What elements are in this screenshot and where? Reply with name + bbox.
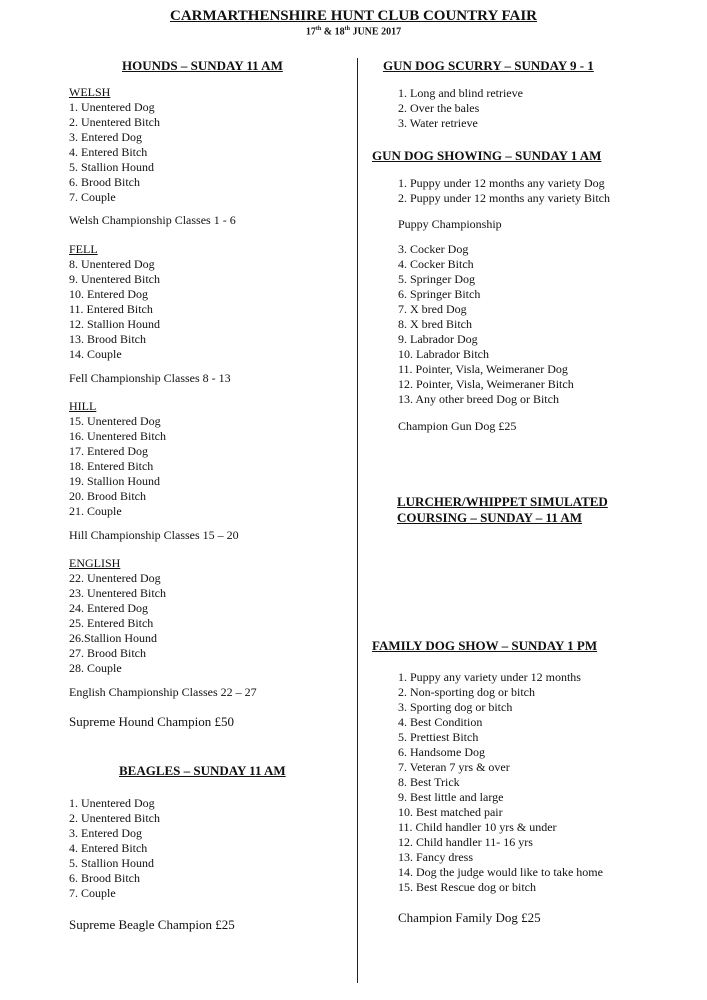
fell-championship: Fell Championship Classes 8 - 13 <box>69 371 231 385</box>
list-item: 2. Non-sporting dog or bitch <box>398 685 535 699</box>
champion-family-dog: Champion Family Dog £25 <box>398 910 541 925</box>
list-item: 7. Couple <box>69 886 116 900</box>
list-item: 11. Pointer, Visla, Weimeraner Dog <box>398 362 568 376</box>
list-item: 2. Unentered Bitch <box>69 811 160 825</box>
showing-heading: GUN DOG SHOWING – SUNDAY 1 AM <box>372 148 602 163</box>
list-item: 10. Entered Dog <box>69 287 148 301</box>
list-item: 13. Fancy dress <box>398 850 473 864</box>
column-divider <box>357 58 358 983</box>
list-item: 10. Best matched pair <box>398 805 503 819</box>
list-item: 17. Entered Dog <box>69 444 148 458</box>
hill-label: HILL <box>69 399 97 413</box>
list-item: 27. Brood Bitch <box>69 646 146 660</box>
list-item: 12. Stallion Hound <box>69 317 161 331</box>
family-class-list <box>398 670 603 895</box>
list-item: 20. Brood Bitch <box>69 489 146 503</box>
list-item: 4. Best Condition <box>398 715 483 729</box>
list-item: 16. Unentered Bitch <box>69 429 166 443</box>
list-item: 6. Brood Bitch <box>69 871 140 885</box>
list-item: 15. Unentered Dog <box>69 414 161 428</box>
list-item: 18. Entered Bitch <box>69 459 154 473</box>
hill-championship: Hill Championship Classes 15 – 20 <box>69 528 239 542</box>
list-item: 2. Over the bales <box>398 101 480 115</box>
supreme-hound-champion: Supreme Hound Champion £50 <box>69 714 235 729</box>
list-item: 22. Unentered Dog <box>69 571 161 585</box>
list-item: 6. Springer Bitch <box>398 287 481 301</box>
list-item: 26.Stallion Hound <box>69 631 158 645</box>
list-item: 9. Labrador Dog <box>398 332 478 346</box>
list-item: 7. Veteran 7 yrs & over <box>398 760 510 774</box>
family-heading: FAMILY DOG SHOW – SUNDAY 1 PM <box>372 638 598 653</box>
list-item: 12. Child handler 11- 16 yrs <box>398 835 533 849</box>
list-item: 9. Best little and large <box>398 790 504 804</box>
fell-class-list <box>69 257 160 362</box>
list-item: 3. Entered Dog <box>69 826 142 840</box>
list-item: 5. Springer Dog <box>398 272 475 286</box>
lurcher-heading-line1: LURCHER/WHIPPET SIMULATED <box>397 494 608 509</box>
list-item: 7. Couple <box>69 190 116 204</box>
list-item: 9. Unentered Bitch <box>69 272 160 286</box>
list-item: 21. Couple <box>69 504 122 518</box>
list-item: 1. Unentered Dog <box>69 100 155 114</box>
list-item: 11. Child handler 10 yrs & under <box>398 820 557 834</box>
beagles-class-list <box>69 796 160 901</box>
event-dates: 17th & 18th JUNE 2017 <box>305 26 402 38</box>
list-item: 5. Stallion Hound <box>69 856 155 870</box>
english-championship: English Championship Classes 22 – 27 <box>69 685 257 699</box>
hill-class-list <box>69 414 166 519</box>
supreme-beagle-champion: Supreme Beagle Champion £25 <box>69 917 235 932</box>
list-item: 2. Puppy under 12 months any variety Bitch <box>398 191 610 205</box>
list-item: 19. Stallion Hound <box>69 474 161 488</box>
english-label: ENGLISH <box>69 556 121 570</box>
list-item: 25. Entered Bitch <box>69 616 154 630</box>
lurcher-heading-line2: COURSING – SUNDAY – 11 AM <box>397 510 583 525</box>
list-item: 6. Brood Bitch <box>69 175 140 189</box>
list-item: 13. Any other breed Dog or Bitch <box>398 392 559 406</box>
beagles-heading: BEAGLES – SUNDAY 11 AM <box>119 763 286 778</box>
champion-gun-dog: Champion Gun Dog £25 <box>398 419 517 433</box>
list-item: 1. Puppy under 12 months any variety Dog <box>398 176 605 190</box>
welsh-championship: Welsh Championship Classes 1 - 6 <box>69 213 236 227</box>
list-item: 6. Handsome Dog <box>398 745 485 759</box>
list-item: 24. Entered Dog <box>69 601 148 615</box>
welsh-label: WELSH <box>69 85 111 99</box>
list-item: 7. X bred Dog <box>398 302 467 316</box>
page-title: CARMARTHENSHIRE HUNT CLUB COUNTRY FAIR <box>169 8 538 24</box>
scurry-class-list <box>398 86 523 131</box>
puppy-championship: Puppy Championship <box>398 217 502 231</box>
showing-puppy-list <box>398 176 610 206</box>
list-item: 3. Water retrieve <box>398 116 478 130</box>
welsh-class-list <box>69 100 160 205</box>
list-item: 28. Couple <box>69 661 122 675</box>
list-item: 4. Entered Bitch <box>69 145 148 159</box>
list-item: 14. Dog the judge would like to take home <box>398 865 603 879</box>
hounds-heading: HOUNDS – SUNDAY 11 AM <box>122 58 283 73</box>
fell-label: FELL <box>69 242 98 256</box>
list-item: 11. Entered Bitch <box>69 302 153 316</box>
list-item: 8. Best Trick <box>398 775 460 789</box>
list-item: 2. Unentered Bitch <box>69 115 160 129</box>
list-item: 1. Long and blind retrieve <box>398 86 523 100</box>
list-item: 13. Brood Bitch <box>69 332 146 346</box>
list-item: 10. Labrador Bitch <box>398 347 489 361</box>
showing-class-list <box>398 242 574 407</box>
scurry-heading: GUN DOG SCURRY – SUNDAY 9 - 1 <box>383 58 594 73</box>
list-item: 1. Puppy any variety under 12 months <box>398 670 581 684</box>
english-class-list <box>69 571 166 676</box>
list-item: 1. Unentered Dog <box>69 796 155 810</box>
list-item: 3. Sporting dog or bitch <box>398 700 513 714</box>
list-item: 5. Stallion Hound <box>69 160 155 174</box>
list-item: 5. Prettiest Bitch <box>398 730 479 744</box>
list-item: 4. Entered Bitch <box>69 841 148 855</box>
list-item: 3. Cocker Dog <box>398 242 469 256</box>
list-item: 23. Unentered Bitch <box>69 586 166 600</box>
list-item: 4. Cocker Bitch <box>398 257 474 271</box>
list-item: 14. Couple <box>69 347 122 361</box>
list-item: 12. Pointer, Visla, Weimeraner Bitch <box>398 377 574 391</box>
list-item: 8. X bred Bitch <box>398 317 472 331</box>
list-item: 8. Unentered Dog <box>69 257 155 271</box>
list-item: 15. Best Rescue dog or bitch <box>398 880 536 894</box>
list-item: 3. Entered Dog <box>69 130 142 144</box>
